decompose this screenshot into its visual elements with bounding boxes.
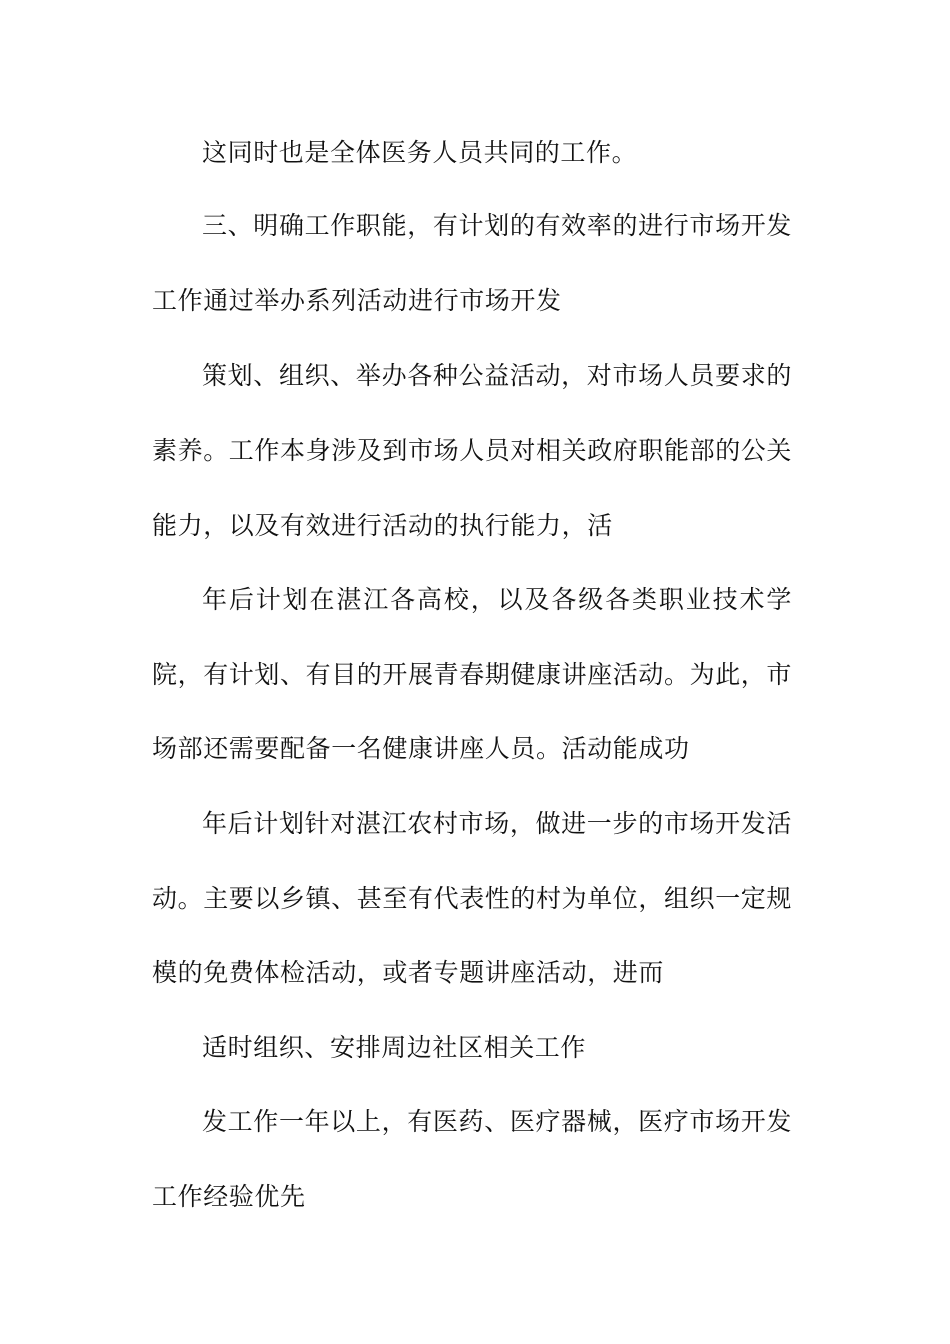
- paragraph-4-line-3: 场部还需要配备一名健康讲座人员。活动能成功: [152, 734, 690, 763]
- paragraph-6-line-1: 适时组织、安排周边社区相关工作: [202, 1033, 587, 1062]
- paragraph-3-line-3: 能力，以及有效进行活动的执行能力，活: [152, 511, 613, 540]
- paragraph-1-line-1: 这同时也是全体医务人员共同的工作。: [202, 138, 638, 167]
- paragraph-3-line-2: 素养。工作本身涉及到市场人员对相关政府职能部的公关: [152, 436, 793, 465]
- paragraph-7-line-1: 发工作一年以上，有医药、医疗器械，医疗市场开发: [202, 1107, 792, 1136]
- paragraph-4-line-2: 院，有计划、有目的开展青春期健康讲座活动。为此，市: [152, 660, 793, 689]
- paragraph-7-line-2: 工作经验优先: [152, 1182, 306, 1211]
- paragraph-4-line-1: 年后计划在湛江各高校，以及各级各类职业技术学: [202, 585, 792, 614]
- paragraph-5-line-3: 模的免费体检活动，或者专题讲座活动，进而: [152, 958, 665, 987]
- paragraph-2-line-2: 工作通过举办系列活动进行市场开发: [152, 286, 562, 315]
- paragraph-3-line-1: 策划、组织、举办各种公益活动，对市场人员要求的: [202, 361, 792, 390]
- paragraph-5-line-2: 动。主要以乡镇、甚至有代表性的村为单位，组织一定规: [152, 884, 793, 913]
- paragraph-2-line-1: 三、明确工作职能，有计划的有效率的进行市场开发: [202, 211, 792, 240]
- paragraph-5-line-1: 年后计划针对湛江农村市场，做进一步的市场开发活: [202, 809, 792, 838]
